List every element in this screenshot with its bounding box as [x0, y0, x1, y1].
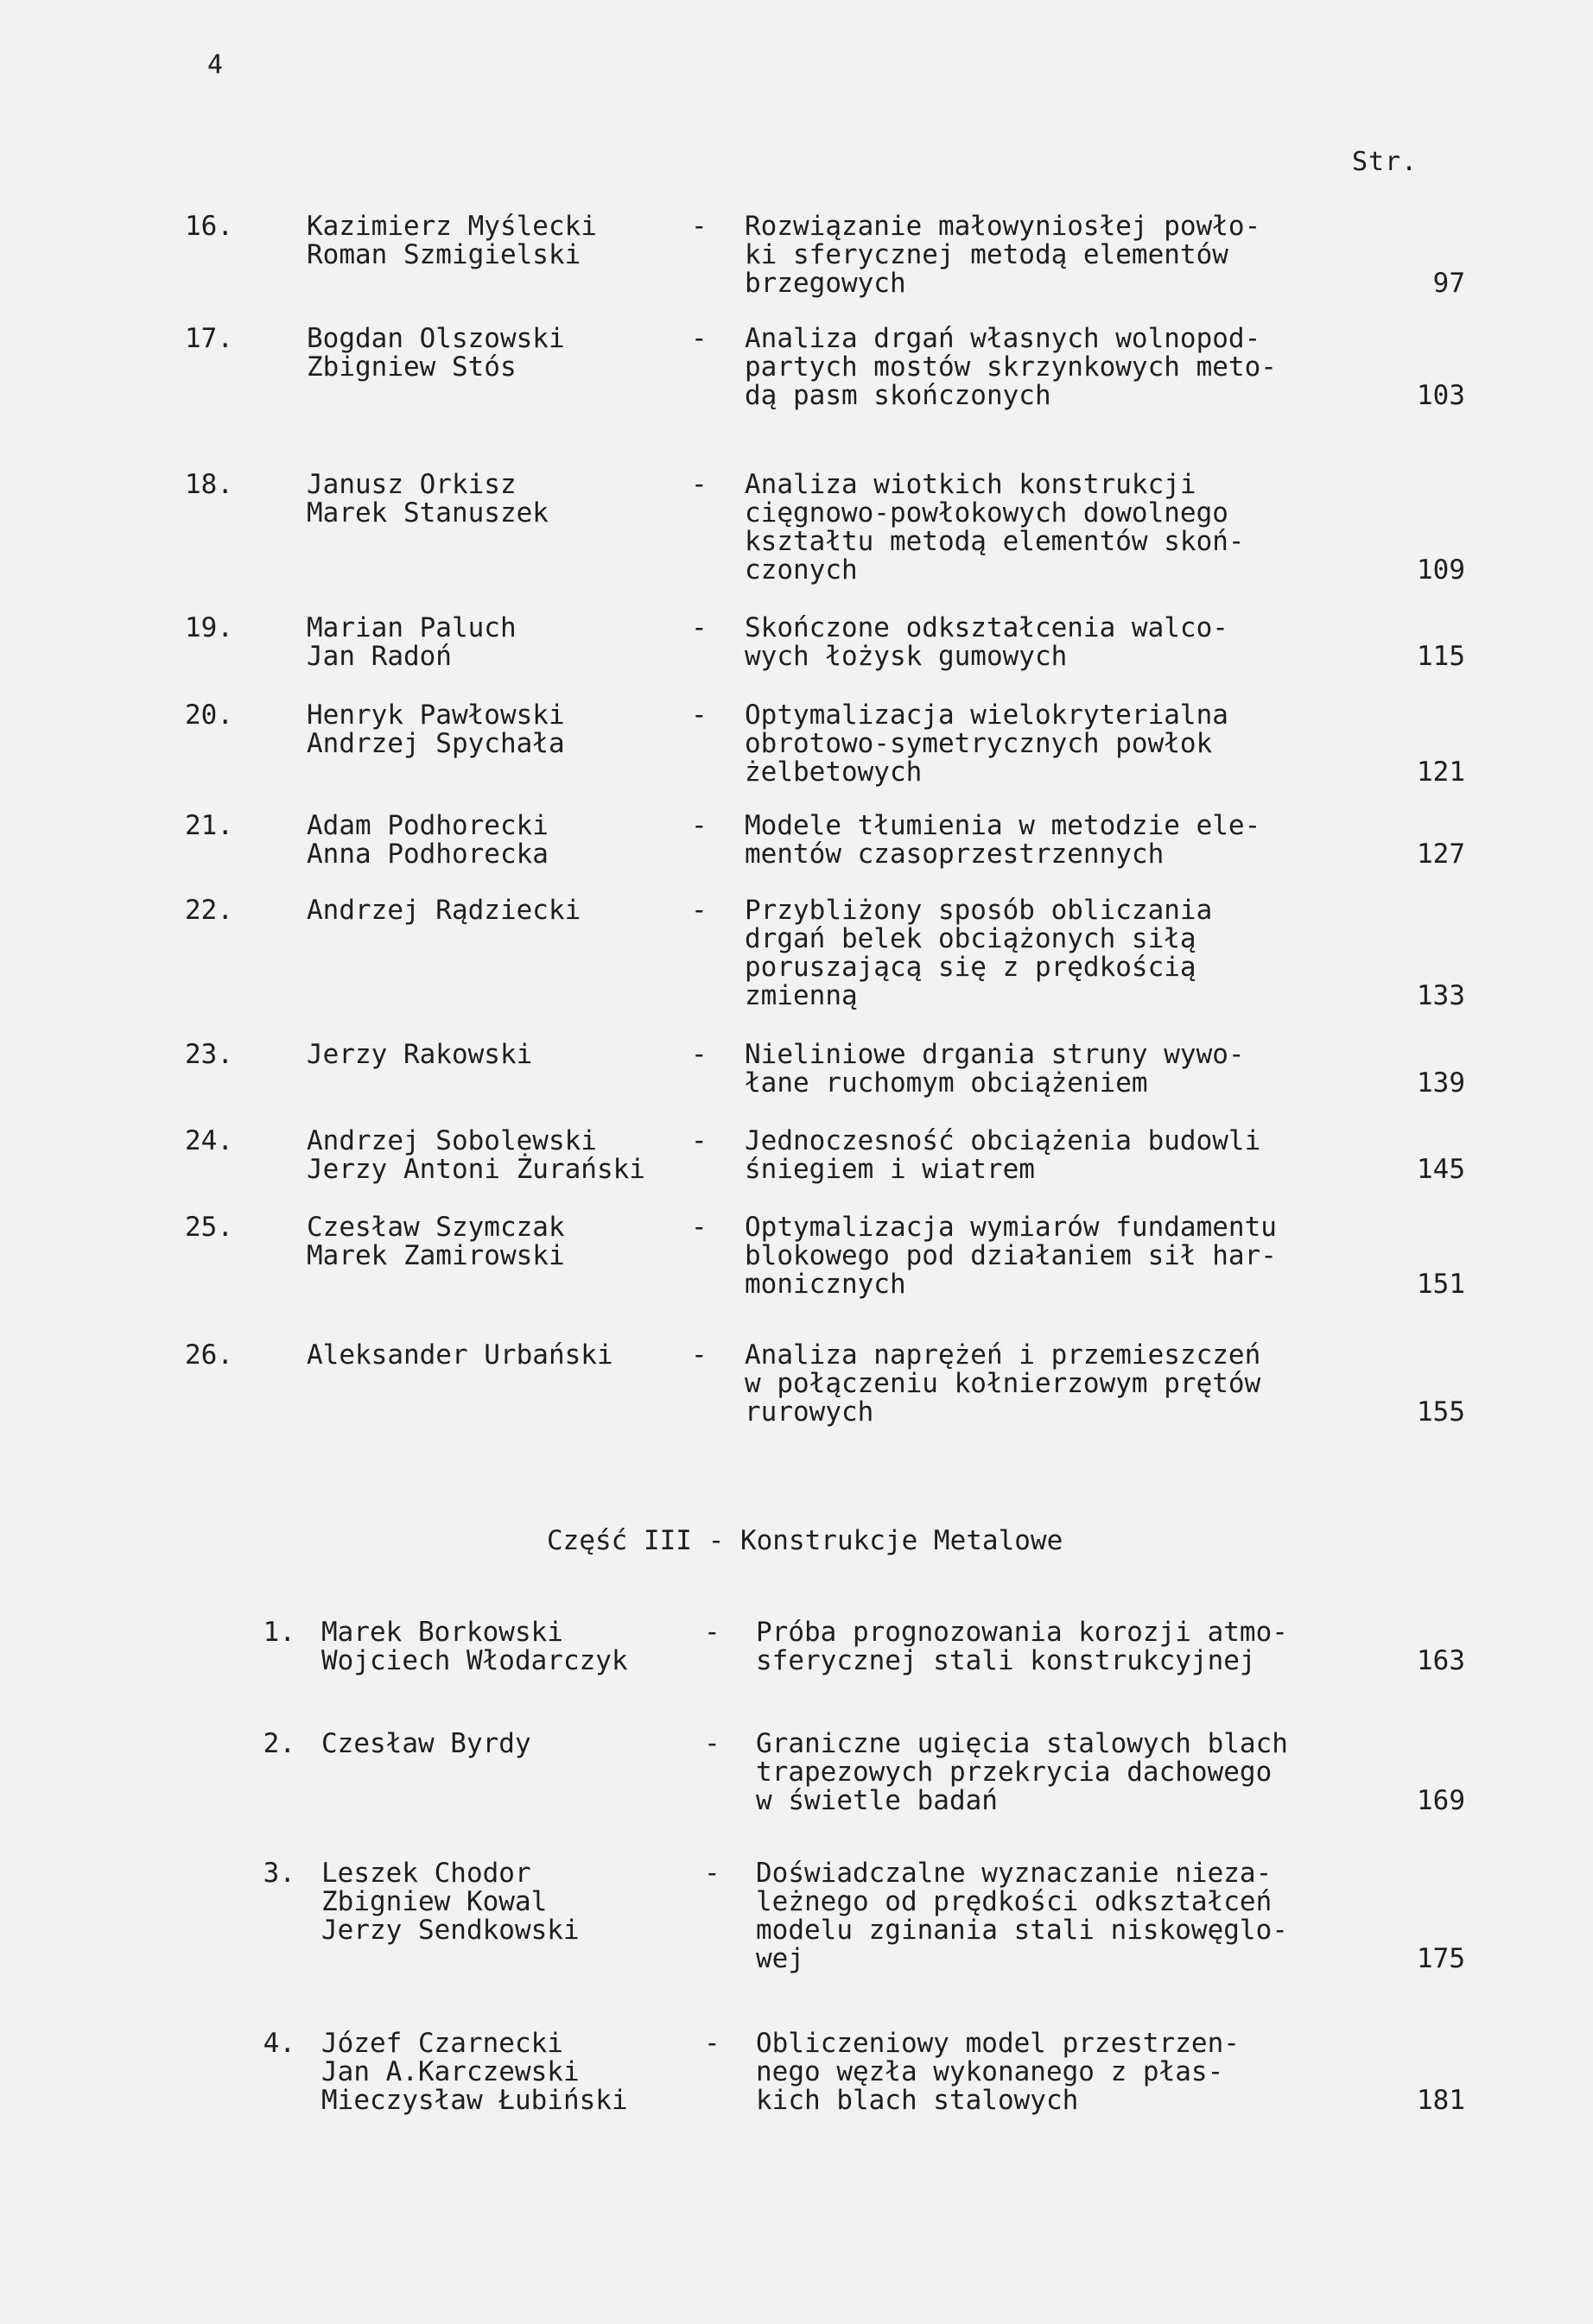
- title-line: partych mostów skrzynkowych meto-: [745, 351, 1277, 383]
- entry-dash: -: [691, 612, 708, 643]
- author-name: Marek Borkowski: [321, 1617, 563, 1648]
- title-line: drgań belek obciążonych siłą: [745, 923, 1196, 954]
- entry-number: 4.: [263, 2028, 295, 2059]
- entry-page: 109: [1417, 554, 1465, 586]
- entry-dash: -: [691, 1125, 708, 1156]
- entry-title: [745, 471, 1245, 585]
- title-line: Rozwiązanie małowyniosłej powło-: [745, 211, 1261, 242]
- entry-title: [756, 1859, 1288, 1973]
- entry-authors: [307, 896, 581, 925]
- author-name: Bogdan Olszowski: [307, 323, 565, 354]
- title-line: monicznych: [745, 1269, 906, 1300]
- title-line: Jednoczesność obciążenia budowli: [745, 1125, 1261, 1156]
- entry-authors: [307, 471, 549, 528]
- entry-dash: -: [704, 1617, 720, 1648]
- title-line: Analiza drgań własnych wolnopod-: [745, 323, 1261, 354]
- entry-authors: [307, 1127, 645, 1184]
- entry-dash: -: [704, 1858, 720, 1889]
- section-heading: Część III - Konstrukcje Metalowe: [547, 1525, 1063, 1556]
- author-name: Andrzej Spychała: [307, 728, 565, 759]
- entry-title: [745, 1127, 1260, 1184]
- entry-dash: -: [691, 1339, 708, 1371]
- entry-page: 97: [1432, 268, 1465, 299]
- title-line: Optymalizacja wymiarów fundamentu: [745, 1212, 1277, 1243]
- title-line: śniegiem i wiatrem: [745, 1154, 1035, 1185]
- entry-title: [756, 1730, 1288, 1815]
- author-name: Jerzy Rakowski: [307, 1039, 533, 1070]
- entry-authors: [307, 614, 517, 671]
- title-line: czonych: [745, 554, 858, 586]
- title-line: kich blach stalowych: [756, 2085, 1079, 2116]
- title-line: nego węzła wykonanego z płas-: [756, 2056, 1224, 2087]
- author-name: Marek Zamirowski: [307, 1240, 565, 1271]
- entry-authors: [307, 212, 597, 269]
- title-line: wych łożysk gumowych: [745, 641, 1068, 672]
- title-line: brzegowych: [745, 268, 906, 299]
- entry-title: [745, 325, 1277, 410]
- entry-page: 103: [1417, 380, 1465, 411]
- author-name: Jan A.Karczewski: [321, 2056, 580, 2087]
- title-line: blokowego pod działaniem sił har-: [745, 1240, 1277, 1271]
- entry-number: 2.: [263, 1728, 295, 1759]
- entry-page: 133: [1417, 980, 1465, 1011]
- author-name: Józef Czarnecki: [321, 2028, 563, 2059]
- title-line: zmienną: [745, 980, 858, 1011]
- author-name: Leszek Chodor: [321, 1858, 531, 1889]
- author-name: Zbigniew Stós: [307, 351, 517, 383]
- entry-dash: -: [691, 810, 708, 841]
- title-line: kształtu metodą elementów skoń-: [745, 526, 1245, 557]
- title-line: leżnego od prędkości odkształceń: [756, 1886, 1272, 1917]
- entry-number: 18.: [185, 469, 233, 500]
- entry-page: 163: [1417, 1645, 1465, 1676]
- title-line: Nieliniowe drgania struny wywo-: [745, 1039, 1245, 1070]
- entry-number: 1.: [263, 1617, 295, 1648]
- title-line: Skończone odkształcenia walco-: [745, 612, 1228, 643]
- title-line: modelu zginania stali niskowęglo-: [756, 1915, 1288, 1946]
- entry-number: 17.: [185, 323, 233, 354]
- author-name: Janusz Orkisz: [307, 469, 517, 500]
- title-line: Obliczeniowy model przestrzen-: [756, 2028, 1240, 2059]
- title-line: Doświadczalne wyznaczanie nieza-: [756, 1858, 1272, 1889]
- author-name: Czesław Szymczak: [307, 1212, 565, 1243]
- entry-authors: [307, 1041, 532, 1069]
- entry-dash: -: [691, 469, 708, 500]
- title-line: Analiza naprężeń i przemieszczeń: [745, 1339, 1261, 1371]
- entry-title: [745, 896, 1212, 1010]
- entry-number: 22.: [185, 895, 233, 926]
- author-name: Jerzy Sendkowski: [321, 1915, 580, 1946]
- title-line: Przybliżony sposób obliczania: [745, 895, 1213, 926]
- entry-authors: [307, 325, 565, 382]
- title-line: dą pasm skończonych: [745, 380, 1051, 411]
- entry-title: [745, 812, 1260, 869]
- title-line: wej: [756, 1943, 804, 1974]
- entry-number: 21.: [185, 810, 233, 841]
- title-line: łane ruchomym obciążeniem: [745, 1067, 1148, 1099]
- entry-authors: [307, 812, 549, 869]
- entry-authors: [321, 1730, 531, 1758]
- title-line: Modele tłumienia w metodzie ele-: [745, 810, 1261, 841]
- entry-dash: -: [691, 1039, 708, 1070]
- entry-dash: -: [691, 1212, 708, 1243]
- entry-authors: [307, 1213, 565, 1270]
- entry-number: 3.: [263, 1858, 295, 1889]
- entry-dash: -: [691, 700, 708, 731]
- title-line: w połączeniu kołnierzowym prętów: [745, 1368, 1261, 1399]
- title-line: obrotowo-symetrycznych powłok: [745, 728, 1213, 759]
- entry-authors: [321, 1859, 580, 1945]
- title-line: mentów czasoprzestrzennych: [745, 839, 1165, 870]
- author-name: Kazimierz Myślecki: [307, 211, 597, 242]
- entry-authors: [307, 1341, 613, 1370]
- entry-number: 26.: [185, 1339, 233, 1371]
- entry-title: [745, 1213, 1277, 1299]
- entry-page: 121: [1417, 757, 1465, 788]
- author-name: Mieczysław Łubiński: [321, 2085, 628, 2116]
- entry-dash: -: [704, 2028, 720, 2059]
- entry-number: 24.: [185, 1125, 233, 1156]
- author-name: Marian Paluch: [307, 612, 517, 643]
- entry-title: [745, 1341, 1260, 1427]
- entry-title: [756, 1618, 1288, 1675]
- title-line: poruszającą się z prędkością: [745, 952, 1196, 983]
- author-name: Marek Stanuszek: [307, 497, 549, 529]
- entry-title: [756, 2030, 1240, 2115]
- title-line: żelbetowych: [745, 757, 923, 788]
- entry-number: 25.: [185, 1212, 233, 1243]
- entry-page: 181: [1417, 2085, 1465, 2116]
- entry-page: 151: [1417, 1269, 1465, 1300]
- entry-title: [745, 614, 1228, 671]
- entry-title: [745, 1041, 1245, 1098]
- title-line: Optymalizacja wielokryterialna: [745, 700, 1228, 731]
- entry-authors: [321, 2030, 628, 2115]
- entry-authors: [307, 701, 565, 758]
- title-line: rurowych: [745, 1396, 874, 1428]
- entry-page: 155: [1417, 1396, 1465, 1428]
- entry-number: 23.: [185, 1039, 233, 1070]
- author-name: Henryk Pawłowski: [307, 700, 565, 731]
- page-column-label: Str.: [1352, 147, 1418, 177]
- author-name: Zbigniew Kowal: [321, 1886, 548, 1917]
- author-name: Czesław Byrdy: [321, 1728, 531, 1759]
- entry-dash: -: [691, 895, 708, 926]
- author-name: Andrzej Rądziecki: [307, 895, 581, 926]
- title-line: ki sferycznej metodą elementów: [745, 239, 1228, 270]
- author-name: Wojciech Włodarczyk: [321, 1645, 628, 1676]
- entry-number: 20.: [185, 700, 233, 731]
- entry-title: [745, 701, 1228, 787]
- entry-number: 19.: [185, 612, 233, 643]
- title-line: Próba prognozowania korozji atmo-: [756, 1617, 1288, 1648]
- entry-number: 16.: [185, 211, 233, 242]
- title-line: w świetle badań: [756, 1785, 998, 1816]
- title-line: sferycznej stali konstrukcyjnej: [756, 1645, 1256, 1676]
- entry-page: 139: [1417, 1067, 1465, 1099]
- author-name: Jan Radoń: [307, 641, 452, 672]
- entry-page: 175: [1417, 1943, 1465, 1974]
- page-number: 4: [207, 50, 224, 80]
- author-name: Jerzy Antoni Żurański: [307, 1154, 645, 1185]
- author-name: Aleksander Urbański: [307, 1339, 613, 1371]
- author-name: Roman Szmigielski: [307, 239, 581, 270]
- entry-page: 115: [1417, 641, 1465, 672]
- entry-authors: [321, 1618, 628, 1675]
- entry-title: [745, 212, 1260, 298]
- entry-dash: -: [704, 1728, 720, 1759]
- author-name: Andrzej Sobolewski: [307, 1125, 597, 1156]
- entry-dash: -: [691, 211, 708, 242]
- title-line: Analiza wiotkich konstrukcji: [745, 469, 1196, 500]
- entry-dash: -: [691, 323, 708, 354]
- title-line: Graniczne ugięcia stalowych blach: [756, 1728, 1288, 1759]
- entry-page: 169: [1417, 1785, 1465, 1816]
- title-line: trapezowych przekrycia dachowego: [756, 1757, 1272, 1788]
- entry-page: 145: [1417, 1154, 1465, 1185]
- title-line: cięgnowo-powłokowych dowolnego: [745, 497, 1228, 529]
- entry-page: 127: [1417, 839, 1465, 870]
- author-name: Anna Podhorecka: [307, 839, 549, 870]
- author-name: Adam Podhorecki: [307, 810, 549, 841]
